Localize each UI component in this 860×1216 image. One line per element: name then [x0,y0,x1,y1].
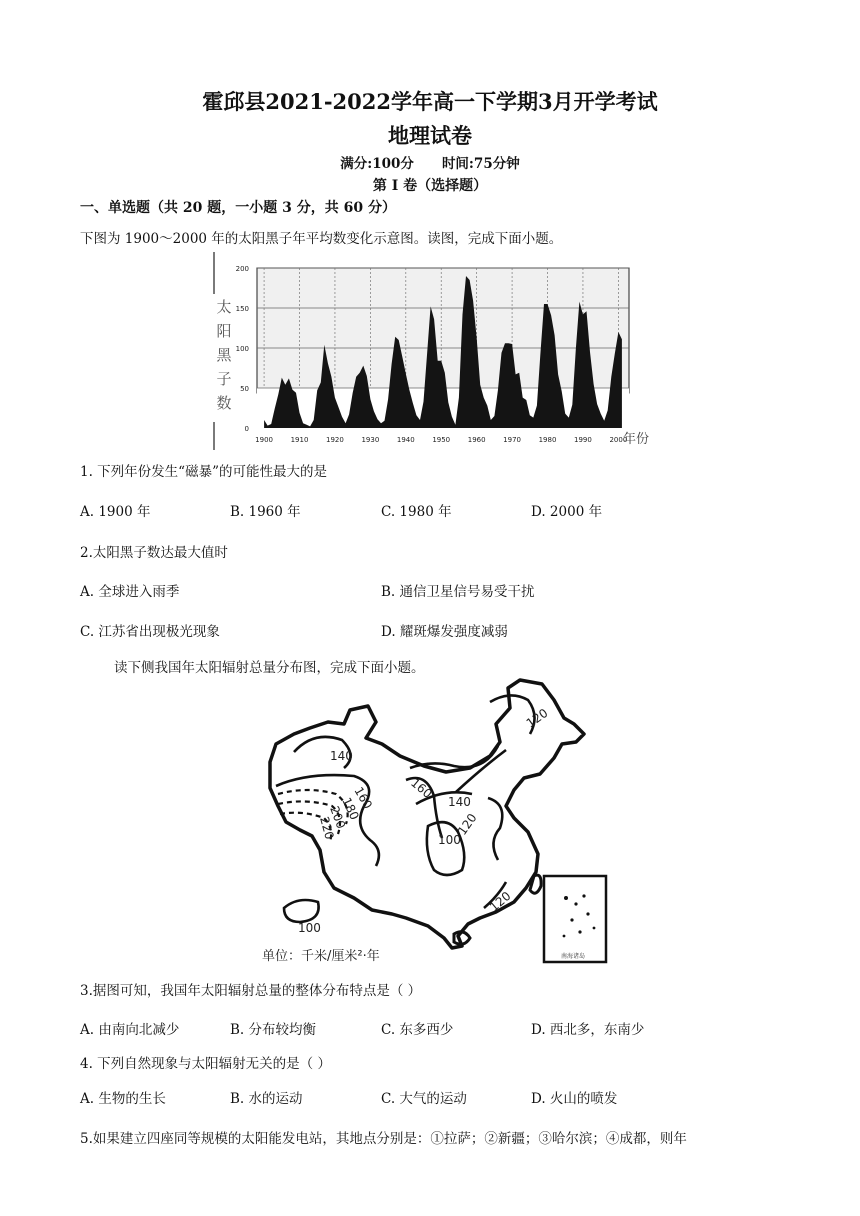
q2-option-c: C. 江苏省出现极光现象 [80,624,220,640]
map-intro: 读下侧我国年太阳辐射总量分布图，完成下面小题。 [114,660,425,676]
y-tick-label: 100 [235,345,249,353]
x-tick-label: 2000 [609,436,628,444]
exam-info [0,152,860,172]
question-1: 1. 下列年份发生“磁暴”的可能性最大的是 [80,464,327,480]
y-tick-labels [236,265,249,433]
q4-option-b: B. 水的运动 [230,1091,303,1107]
q2-option-d: D. 耀斑爆发强度减弱 [381,624,508,640]
y-tick-label: 150 [235,305,249,313]
label-100-sichuan: 100 [438,833,461,847]
label-120-south: 120 [486,888,514,915]
y-axis-label-char: 子 [216,370,232,388]
isoline-labels [298,706,550,935]
label-140-east: 140 [448,795,471,809]
sunspot-chart [200,250,660,455]
label-160-west: 160 [351,784,375,812]
q4-option-a: A. 生物的生长 [80,1091,166,1107]
q3-option-a: A. 由南向北减少 [80,1022,180,1038]
y-tick-label: 200 [235,265,249,273]
y-axis-label-char: 太 [216,298,232,316]
q3-option-c: C. 东多西少 [381,1022,454,1038]
exam-title: 霍邱县2021-2022学年高一下学期3月开学考试 [202,89,658,114]
q1-option-a: A. 1900 年 [80,504,151,520]
label-120-east: 120 [454,810,480,838]
label-160-north: 160 [408,775,435,802]
question-3: 3.据图可知，我国年太阳辐射总量的整体分布特点是（ ） [80,983,422,999]
y-axis-label [216,298,232,412]
label-140-west: 140 [330,749,353,763]
y-tick-label: 50 [240,385,249,393]
x-tick-labels [255,436,627,444]
question-5: 5.如果建立四座同等规模的太阳能发电站，其地点分别是：①拉萨；②新疆；③哈尔滨；④成都，则年 [80,1131,687,1147]
x-axis-label: 年份 [623,432,650,447]
q1-option-d: D. 2000 年 [531,504,603,520]
map-unit: 单位：千米/厘米²·年 [262,949,380,964]
label-200: 200 [327,804,349,831]
x-tick-label: 1930 [361,436,380,444]
south-china-sea-inset [544,876,606,962]
question-2: 2.太阳黑子数达最大值时 [80,545,228,561]
exam-time: 时间:75分钟 [441,156,520,172]
label-100-west: 100 [298,921,321,935]
x-tick-label: 1920 [326,436,344,444]
question-4: 4. 下列自然现象与太阳辐射无关的是（ ） [80,1056,331,1072]
q4-option-d: D. 火山的喷发 [531,1091,618,1107]
q4-option-c: C. 大气的运动 [381,1091,467,1107]
x-tick-label: 1900 [255,436,273,444]
y-tick-label: 0 [244,425,249,433]
x-tick-label: 1990 [574,436,592,444]
radiation-map [258,676,620,970]
label-180: 180 [339,795,362,823]
full-score: 满分:100分 [340,156,414,172]
q1-option-b: B. 1960 年 [230,504,301,520]
label-120-northeast: 120 [523,705,551,731]
subject-title: 地理试卷 [388,123,472,148]
chart-intro: 下图为 1900～2000 年的太阳黑子年平均数变化示意图。读图，完成下面小题。 [80,231,563,247]
x-tick-label: 1940 [396,436,415,444]
x-tick-label: 1970 [503,436,521,444]
x-tick-label: 1960 [467,436,486,444]
q3-option-b: B. 分布较均衡 [230,1022,317,1038]
x-tick-label: 1980 [538,436,557,444]
volume-title: 第 I 卷（选择题） [372,178,488,194]
q2-option-b: B. 通信卫星信号易受干扰 [381,584,535,600]
x-tick-label: 1910 [290,436,309,444]
y-axis-label-char: 阳 [216,322,232,340]
q2-option-a: A. 全球进入雨季 [80,584,180,600]
inset-label: 南海诸岛 [561,953,586,960]
y-axis-label-char: 黑 [216,346,232,364]
q1-option-c: C. 1980 年 [381,504,452,520]
label-220: 220 [317,815,337,841]
section-heading: 一、单选题（共 20 题，一小题 3 分，共 60 分） [80,200,396,216]
q3-option-d: D. 西北多，东南少 [531,1022,645,1038]
y-axis-label-char: 数 [216,394,232,412]
x-tick-label: 1950 [432,436,451,444]
